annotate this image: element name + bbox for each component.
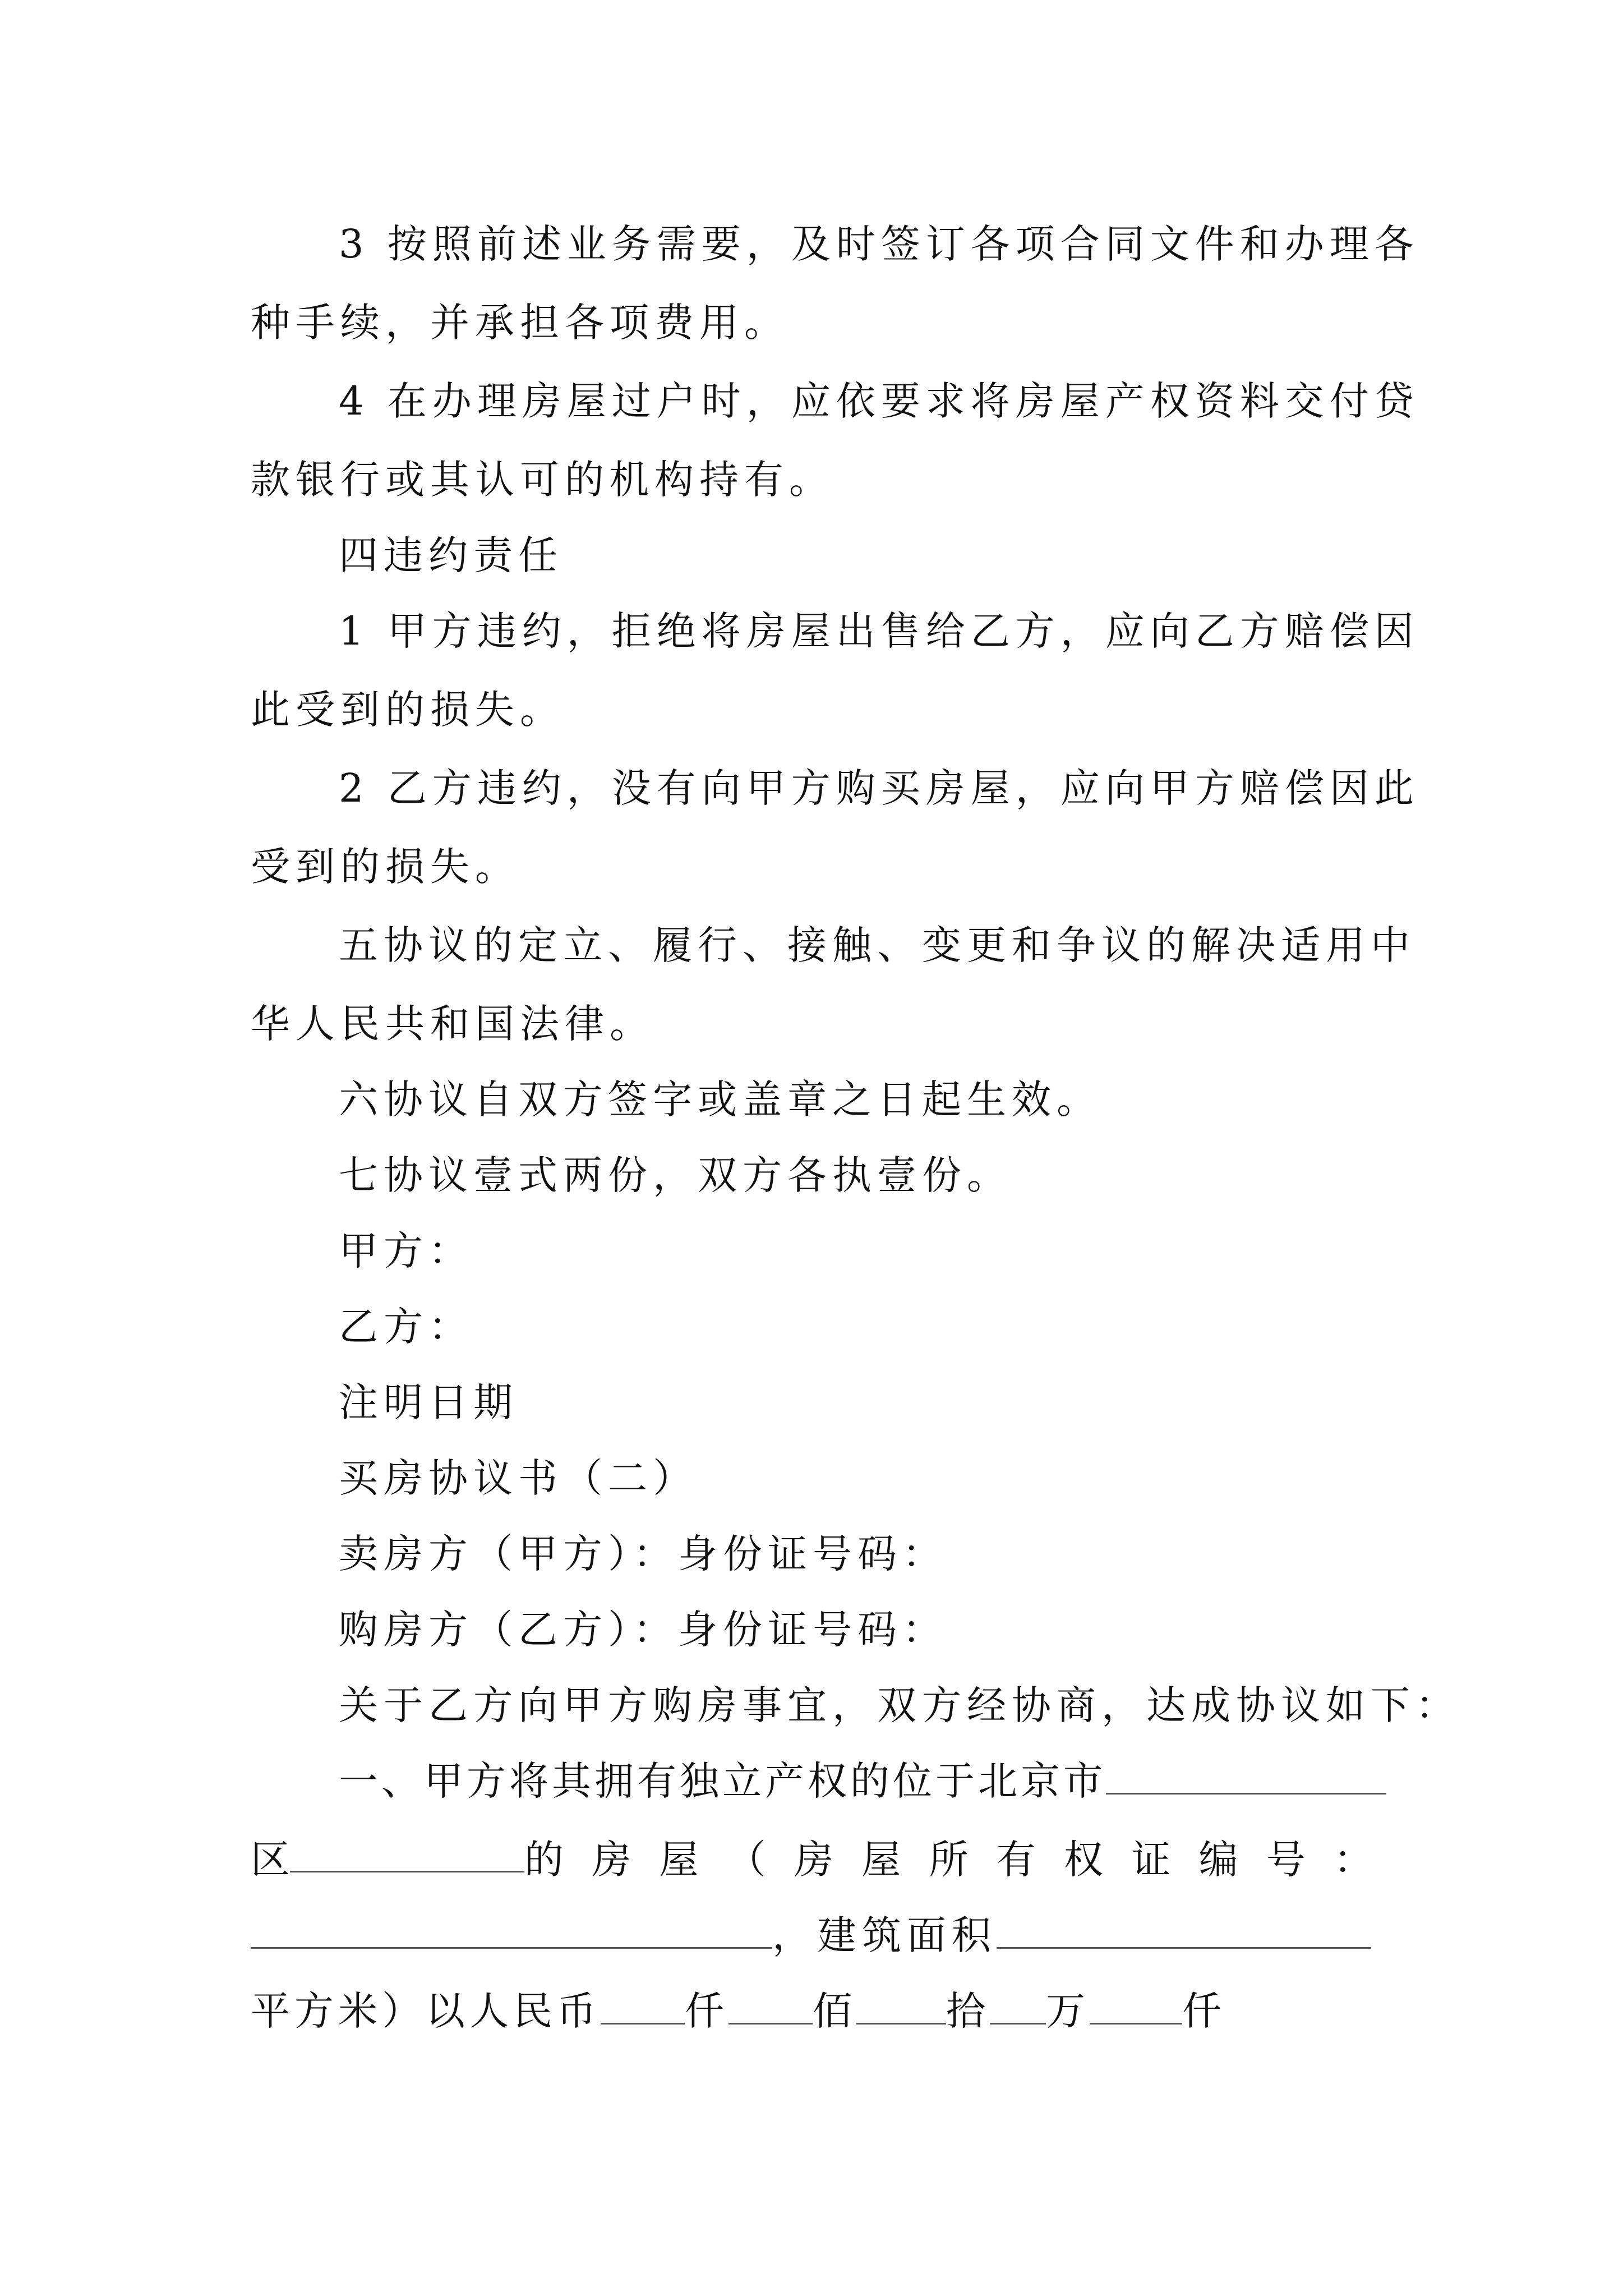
unit-bai-label: 佰	[813, 1988, 856, 2034]
address-blank[interactable]	[290, 1832, 524, 1872]
price-label: 平方米）以人民币	[251, 1988, 601, 2034]
certificate-number-blank[interactable]	[251, 1908, 772, 1949]
signature-label-party-b: 乙方：	[339, 1304, 473, 1350]
date-label: 注明日期	[339, 1379, 518, 1425]
paragraph-line: 种手续，并承担各项费用。	[251, 300, 789, 346]
paragraph-line: 款银行或其认可的机构持有。	[251, 457, 834, 503]
paragraph-line: 五协议的定立、履行、接触、变更和争议的解决适用中	[339, 922, 1415, 968]
amount-blank[interactable]	[601, 1984, 685, 2024]
amount-blank[interactable]	[728, 1984, 813, 2024]
certificate-label: 的 房 屋 （ 房 屋 所 有 权 证 编 号 ：	[524, 1837, 1381, 1883]
paragraph-line: 华人民共和国法律。	[251, 1001, 654, 1047]
buyer-line: 购房方（乙方）：身份证号码：	[339, 1607, 947, 1653]
paragraph-line: 1 甲方违约，拒绝将房屋出售给乙方，应向乙方赔偿因	[339, 608, 1419, 654]
area-blank[interactable]	[997, 1908, 1371, 1949]
district-label: 区	[251, 1837, 290, 1883]
paragraph-line: 4 在办理房屋过户时，应依要求将房屋产权资料交付贷	[339, 378, 1419, 424]
document-title: 买房协议书（二）	[339, 1455, 698, 1501]
unit-shi-label: 拾	[946, 1988, 990, 2034]
section-heading: 四违约责任	[339, 532, 563, 578]
amount-blank[interactable]	[856, 1984, 946, 2024]
clause-one-line	[251, 1907, 1381, 1963]
district-blank[interactable]	[1106, 1754, 1386, 1795]
clause-one-line	[251, 1832, 1381, 1888]
paragraph-line: 受到的损失。	[251, 844, 520, 890]
clause-one-line	[339, 1753, 1381, 1809]
amount-blank[interactable]	[1090, 1984, 1182, 2024]
paragraph-line: 六协议自双方签字或盖章之日起生效。	[339, 1076, 1101, 1122]
clause-one-line	[251, 1983, 1381, 2039]
unit-qian-label: 仟	[1182, 1988, 1226, 2034]
paragraph-line: 3 按照前述业务需要，及时签订各项合同文件和办理各	[339, 221, 1419, 267]
signature-label-party-a: 甲方：	[339, 1228, 473, 1274]
paragraph-line: 此受到的损失。	[251, 687, 565, 733]
area-label: ，建筑面积	[772, 1912, 997, 1958]
paragraph-line: 七协议壹式两份，双方各执壹份。	[339, 1152, 1012, 1198]
unit-wan-label: 万	[1046, 1988, 1090, 2034]
paragraph-line: 2 乙方违约，没有向甲方购买房屋，应向甲方赔偿因此	[339, 765, 1419, 811]
preamble-line: 关于乙方向甲方购房事宜，双方经协商，达成协议如下：	[339, 1682, 1460, 1728]
amount-blank[interactable]	[990, 1984, 1046, 2024]
unit-qian-label: 仟	[685, 1988, 728, 2034]
clause-one-text: 一、甲方将其拥有独立产权的位于北京市	[339, 1758, 1106, 1804]
seller-line: 卖房方（甲方）：身份证号码：	[339, 1531, 947, 1577]
